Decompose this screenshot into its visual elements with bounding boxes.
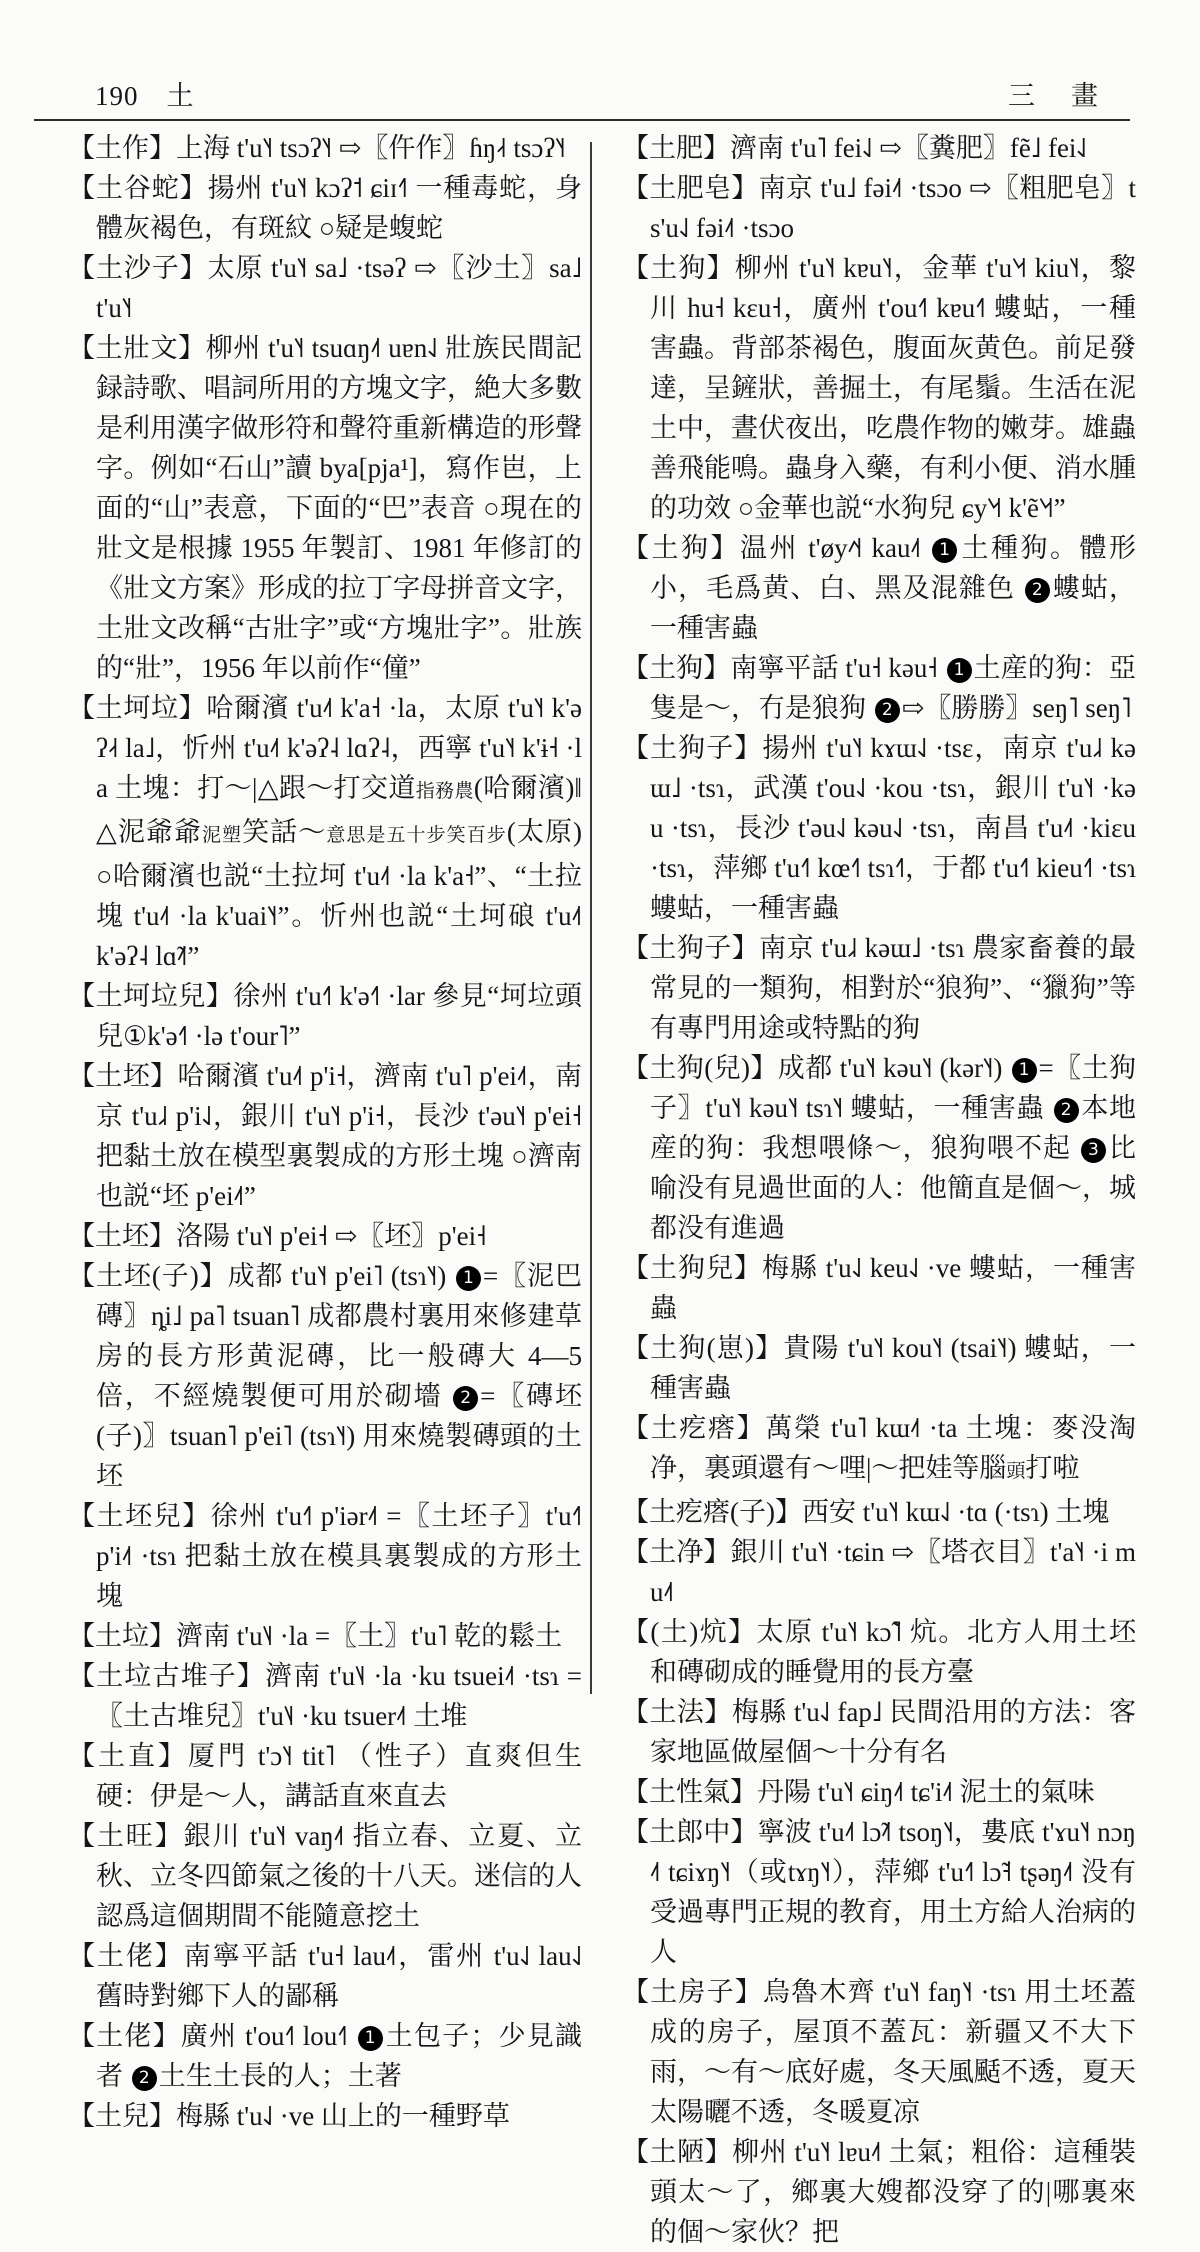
sense-number-badge: 2 (1054, 1098, 1079, 1123)
dictionary-entry: 【土疙瘩】萬榮 t'u˥ kɯ˨˦ ·ta 土塊：麥没淘净，裏頭還有～哩|～把娃等腦頭打啦 (622, 1413, 1136, 1483)
dictionary-entry: 【土佬】廣州 t'ou˧˥ lou˧˥ 1 土包子；少見識者 2 土生土長的人；土著 (68, 2021, 582, 2091)
dictionary-entry: 【土坷垃】哈爾濱 t'u˨˦ k'a˧ ·la，太原 t'u˥˧ k'əʔ˨˧ la˩，忻州 t'u˨˦ k'əʔ˨ lɑʔ˨，西寧 t'u˥˧ k'ɨ˧ ·la 土塊：打～|△跟～打交道指務農(哈爾濱)‖△泥爺爺泥塑笑話～意思是五十步笑百步(太原) ○哈爾濱也説“土拉坷 t'u˨˦ ·la k'a˧”、“土拉塊 t'u˨˦ ·la k'uai˥˧”。忻州也説“土坷硠 t'u˨˦ k'əʔ˨ lɑ̃˨˦” (68, 693, 583, 971)
page-number: 190 (95, 81, 139, 111)
dictionary-entry: 【土狗】柳州 t'u˥˧ kɐu˥˧，金華 t'u˥˧˦ kiu˥˧，黎川 hu˧ kɛu˧，廣州 t'ou˧˥ kɐu˧˥ 螻蛄，一種害蟲。背部茶褐色，腹面灰黄色。前足發達，呈鏟狀，善掘土，有尾鬚。生活在泥土中，晝伏夜出，吃農作物的嫩芽。雄蟲善飛能鳴。蟲身入藥，有利小便、消水腫的功效 ○金華也説“水狗兒 ɕy˥˧˦ k'ẽ˥˧˦” (622, 253, 1136, 523)
sense-number-badge: 2 (453, 1386, 478, 1411)
right-column (622, 128, 1136, 2252)
section-character: 土 (166, 81, 195, 111)
dictionary-entry: 【土垃古堆子】濟南 t'u˥˨ ·la ·ku tsuei˨˦ ·tsɿ =〖土古堆兒〗t'u˥˨ ·ku tsuer˨˦ 土堆 (68, 1661, 582, 1731)
sense-number-badge: 1 (932, 538, 957, 563)
dictionary-entry: 【土旺】銀川 t'u˥˧ vaŋ˨˦ 指立春、立夏、立秋、立冬四節氣之後的十八天。迷信的人認爲這個期間不能隨意挖土 (68, 1821, 582, 1931)
dictionary-entry: 【土肥皂】南京 t'u˩ fəi˨˦ ·tsɔo ⇨〖粗肥皂〗ts'u˨˩ fəi˨˦ ·tsɔo (622, 173, 1136, 243)
dictionary-entry: 【土坯】哈爾濱 t'u˨˦ p'i˧，濟南 t'u˥ p'ei˨˦，南京 t'u˩˨ p'i˨˩，銀川 t'u˥˧ p'i˧，長沙 t'əu˥˧ p'ei˧ 把黏土放在模型裏製成的方形土塊 ○濟南也説“坯 p'ei˨˦” (68, 1061, 582, 1211)
dictionary-entry: 【土狗兒】梅縣 t'u˨˩ keu˨˩ ·ve 螻蛄，一種害蟲 (622, 1253, 1136, 1323)
dictionary-entry: 【土沙子】太原 t'u˥˧ sa˩ ·tsəʔ ⇨〖沙土〗sa˩ t'u˥˧ (68, 253, 582, 323)
sense-number-badge: 2 (1025, 578, 1050, 603)
dictionary-entry: 【土佬】南寧平話 t'u˧ lau˨˦，雷州 t'u˨˩ lau˨˩ 舊時對鄉下人的鄙稱 (68, 1941, 582, 2011)
dictionary-entry: 【土狗子】南京 t'u˩˨ kəɯ˩ ·tsɿ 農家畜養的最常見的一類狗，相對於“狼狗”、“獵狗”等有專門用途或特點的狗 (622, 933, 1136, 1043)
dictionary-entry: 【土房子】烏魯木齊 t'u˥˧ faŋ˥˧ ·tsɿ 用土坯蓋成的房子，屋頂不蓋瓦：新疆又不大下雨，～有～底好處，冬天風颳不透，夏天太陽曬不透，冬暖夏凉 (622, 1977, 1136, 2127)
dictionary-entry: 【土谷蛇】揚州 t'u˥˧ kɔʔ˦ ɕiɪ˧˥ 一種毒蛇，身體灰褐色，有斑紋 ○疑是蝮蛇 (68, 173, 582, 243)
annotation-small-text: 指務農 (415, 781, 474, 802)
dictionary-entry: 【土坷垃兒】徐州 t'u˧˥ k'ə˧˥ ·lar 參見“坷垃頭兒①k'ə˧˥ ·lə t'our˥” (68, 981, 582, 1051)
dictionary-entry: 【土狗(兒)】成都 t'u˥˧ kəu˥˧ (kər˥˧) 1 =〖土狗子〗t'u˥˧ kəu˥˧ tsɿ˥˧ 螻蛄，一種害蟲 2 本地産的狗：我想喂條～，狼狗喂不起 3 比喻没有見過世面的人：他簡直是個～，城都没有進過 (622, 1053, 1137, 1243)
dictionary-entry: 【土净】銀川 t'u˥˧ ·tɕin ⇨〖塔衣目〗t'a˥˧ ·i mu˨˦ (622, 1537, 1136, 1607)
dictionary-entry: 【土坯】洛陽 t'u˥˧ p'ei˧ ⇨〖坯〗p'ei˧ (68, 1221, 487, 1251)
stroke-count-header: 三畫 (1008, 81, 1134, 111)
left-column (68, 128, 582, 2136)
dictionary-entry: 【土坯兒】徐州 t'u˧˥ p'iər˨˦ =〖土坯子〗t'u˧˥ p'i˨˦ ·tsɿ 把黏土放在模具裏製成的方形土塊 (68, 1501, 582, 1611)
dictionary-entry: 【土陋】柳州 t'u˥˧ lɐu˨˦ 土氣；粗俗：這種裝頭太～了，鄉裏大嫂都没穿了的|哪裏來的個～家伙？把 (622, 2137, 1136, 2247)
dictionary-entry: 【土直】厦門 t'ɔ˥˧ tit˥ （性子）直爽但生硬：伊是～人，講話直來直去 (68, 1741, 582, 1811)
dictionary-entry: 【土狗】温州 t'øy˨˦˧ kau˨˦ 1 土種狗。體形小，毛爲黄、白、黑及混雜色 2 螻蛄，一種害蟲 (622, 533, 1137, 643)
sense-number-badge: 1 (1012, 1058, 1037, 1083)
dictionary-entry: 【(土)炕】太原 t'u˥˧ kɔ̃˥ 炕。北方人用土坯和磚砌成的睡覺用的長方臺 (622, 1617, 1136, 1687)
dictionary-entry: 【土肥】濟南 t'u˥ fei˨˩ ⇨〖糞肥〗fẽ˩ fei˨˩ (622, 133, 1087, 163)
annotation-small-text: 泥塑 (202, 825, 243, 846)
sense-number-badge: 1 (456, 1266, 481, 1291)
dictionary-entry: 【土性氣】丹陽 t'u˥˧ ɕiŋ˨˦ tɕ'i˨˦ 泥土的氣味 (622, 1777, 1095, 1807)
page-header (0, 74, 1200, 110)
dictionary-entry: 【土垃】濟南 t'u˥˨ ·la =〖土〗t'u˥ 乾的鬆土 (68, 1621, 563, 1651)
sense-number-badge: 2 (875, 698, 900, 723)
dictionary-entry: 【土狗】南寧平話 t'u˧ kəu˧ 1 土産的狗：亞隻是～，冇是狼狗 2 ⇨〖勝勝〗seŋ˥ seŋ˥ (622, 653, 1136, 723)
sense-number-badge: 1 (947, 658, 972, 683)
annotation-small-text: 意思是五十步笑百步 (326, 825, 507, 846)
sense-number-badge: 1 (358, 2026, 383, 2051)
dictionary-entry: 【土法】梅縣 t'u˨˩ fap˩ 民間沿用的方法：客家地區做屋個～十分有名 (622, 1697, 1136, 1767)
sense-number-badge: 2 (132, 2066, 157, 2091)
page-folio (95, 74, 195, 113)
dictionary-entry: 【土狗子】揚州 t'u˥˧ kɤɯ˨˩ ·tsɛ，南京 t'u˩˨ kəɯ˩ ·tsɿ，武漢 t'ou˨˩ ·kou ·tsɿ，銀川 t'u˥˧ ·kəu ·tsɿ，長沙 t'əu˨˩ kəu˨˩ ·tsɿ，南昌 t'u˨˦ ·kiɛu ·tsɿ，萍鄉 t'u˧˥ kœ˧˥ tsɿ˧˥，于都 t'u˧˥ kieu˧˥ ·tsɿ 螻蛄，一種害蟲 (622, 733, 1136, 923)
dictionary-entry: 【土作】上海 t'u˥˧ tsɔʔ˥˧ ⇨〖仵作〗ɦŋ˨˧ tsɔʔ˥˧ (68, 133, 566, 163)
column-divider (590, 142, 592, 1694)
dictionary-entry: 【土狗(崽)】貴陽 t'u˥˧ kou˥˧ (tsai˥˧) 螻蛄，一種害蟲 (622, 1333, 1136, 1403)
dictionary-entry: 【土兒】梅縣 t'u˨˩ ·ve 山上的一種野草 (68, 2101, 510, 2131)
sense-number-badge: 3 (1081, 1138, 1106, 1163)
annotation-small-text: 頭 (1006, 1461, 1026, 1482)
dictionary-entry: 【土疙瘩(子)】西安 t'u˥˧ kɯ˨˩ ·tɑ (·tsɿ) 土塊 (622, 1497, 1110, 1527)
dictionary-entry: 【土坯(子)】成都 t'u˥˧ p'ei˥ (tsɿ˥˧) 1 =〖泥巴磚〗ȵi˩ pa˥ tsuan˥ 成都農村裏用來修建草房的長方形黄泥磚，比一般磚大 4—5 倍，不經燒製便可用於砌墻 2 =〖磚坯(子)〗tsuan˥ p'ei˥ (tsɿ˥˧) 用來燒製磚頭的土坯 (68, 1261, 582, 1491)
dictionary-entry: 【土郎中】寧波 t'u˨˦ lɔ̃˨˦ tsoŋ˥˧，婁底 t'ɤu˥˧ nɔŋ˨˦ tɕiɤŋ˥˧（或tɤŋ˥˧），萍鄉 t'u˧˥ lɔ̃˧ tʂəŋ˨˦ 没有受過專門正規的教育，用土方給人治病的人 (622, 1817, 1136, 1967)
header-rule (34, 119, 1130, 121)
dictionary-entry: 【土壯文】柳州 t'u˥˧ tsuɑŋ˨˦ uɐn˨˩ 壯族民間記録詩歌、唱詞所用的方塊文字，絶大多數是利用漢字做形符和聲符重新構造的形聲字。例如“石山”讀 bya[pja¹]，寫作岜，上面的“山”表意，下面的“巴”表音 ○現在的壯文是根據 1955 年製訂、1981 年修訂的《壯文方案》形成的拉丁字母拼音文字，土壯文改稱“古壯字”或“方塊壯字”。壯族的“壯”，1956 年以前作“僮” (68, 333, 582, 683)
